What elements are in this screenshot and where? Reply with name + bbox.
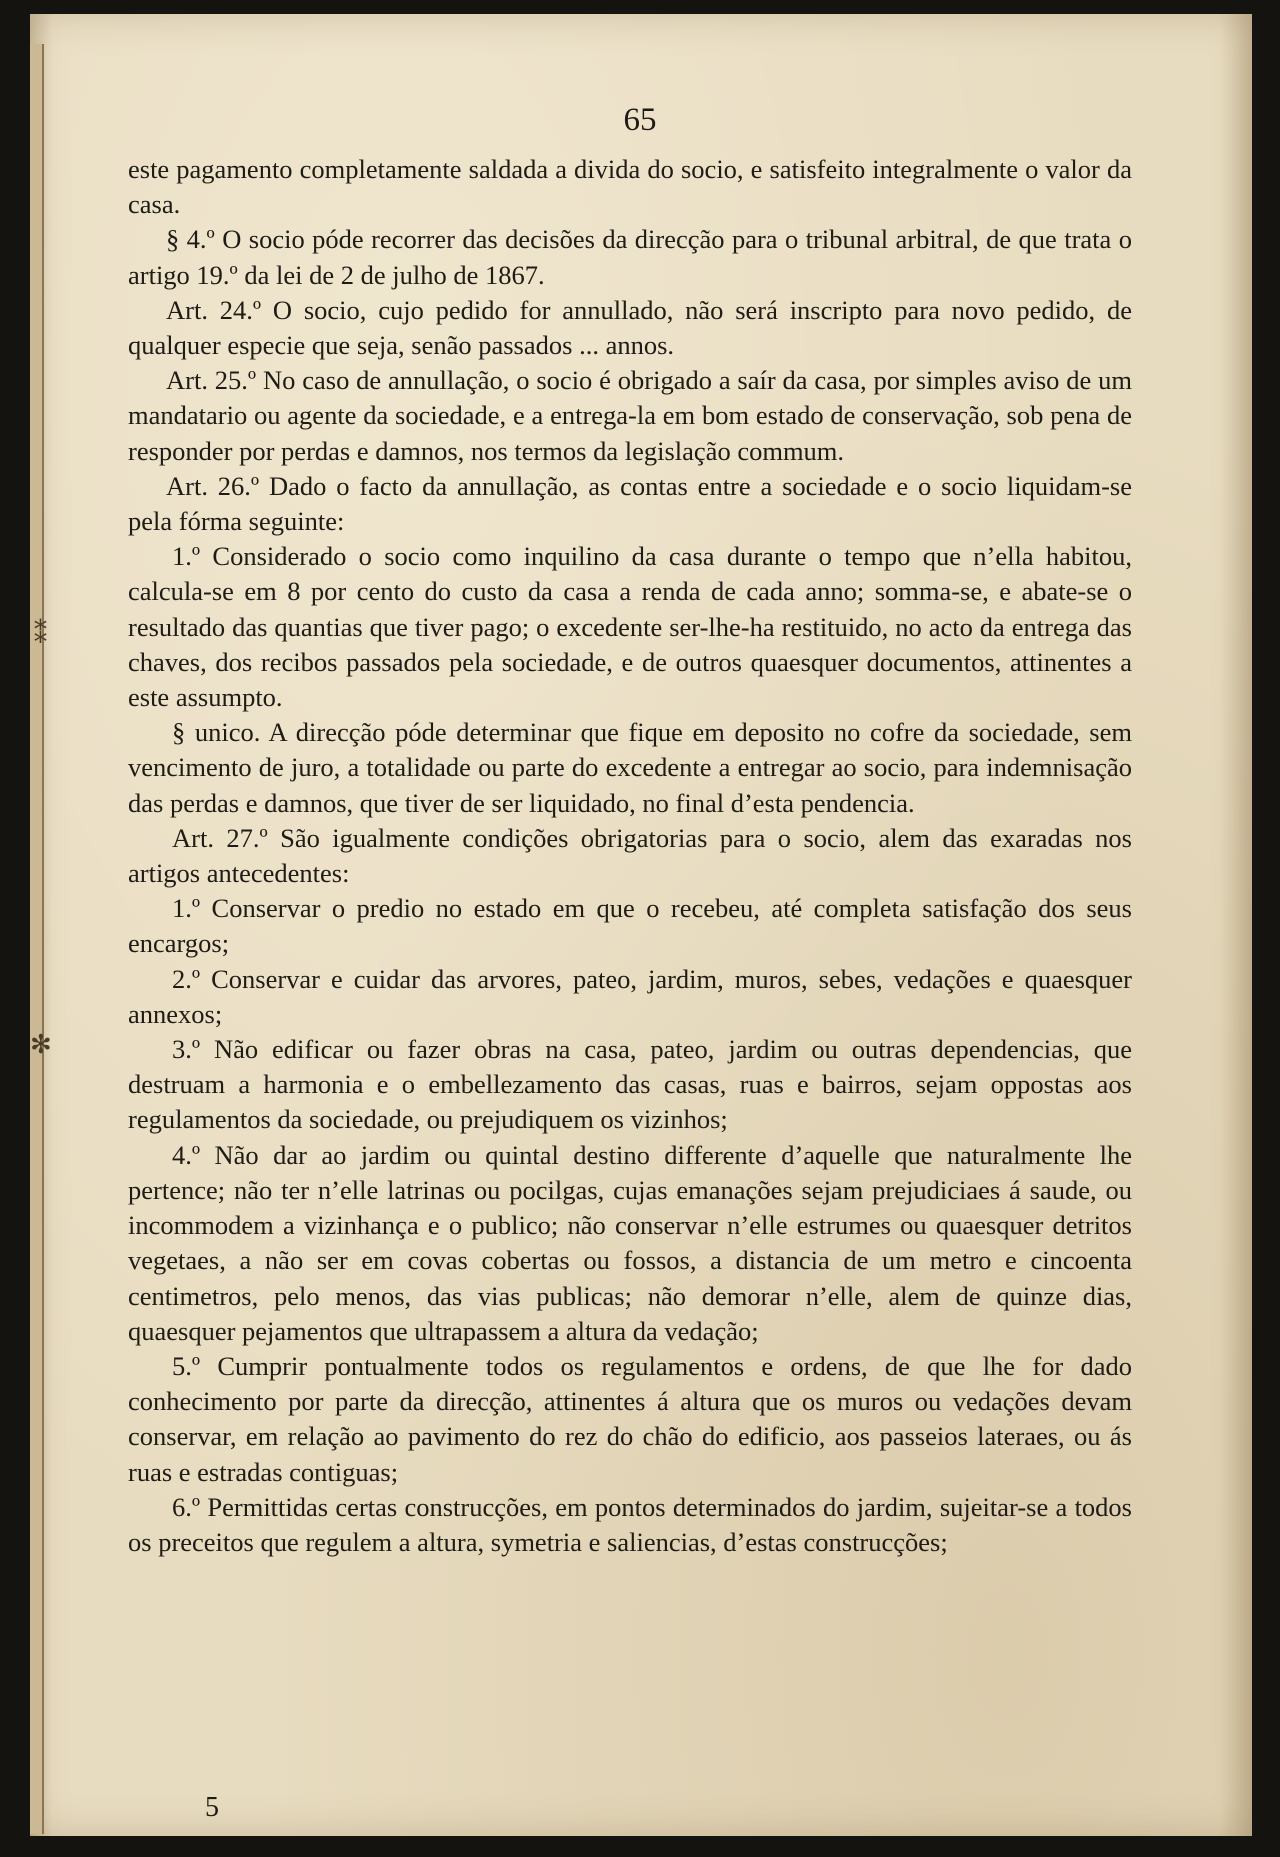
paragraph: 2.º Conservar e cuidar das arvores, pateo, jardim, muros, sebes, vedações e quaesquer annexos; [128, 963, 1132, 1029]
page-gutter [30, 44, 44, 1834]
page-number: 65 [623, 102, 657, 138]
paragraph: 4.º Não dar ao jardim ou quintal destino differente d’aquelle que naturalmente lhe pertence; não ter n’elle latrinas ou pocilgas, cujas emanações sejam prejudiciaes á saude, ou incommodem a vizinhança e o publico; não conservar n’elle estrumes ou quaesquer detritos vegetaes, a não ser em covas cobertas ou fossos, a distancia de um metro e cincoenta centimetros, pelo menos, das vias publicas; não demorar n’elle, alem de quinze dias, quaesquer pejamentos que ultrapassem a altura da vedação; [128, 1139, 1132, 1346]
paragraph: Art. 26.º Dado o facto da annullação, as contas entre a sociedade e o socio liquidam-se pela fórma seguinte: [128, 470, 1132, 537]
margin-mark-icon: ⁑ [34, 620, 47, 650]
paragraph: este pagamento completamente saldada a divida do socio, e satisfeito integralmente o valor da casa. [128, 154, 1132, 220]
paragraph: 6.º Permittidas certas construcções, em pontos determinados do jardim, sujeitar-se a todos os preceitos que regulem a altura, symetria e saliencias, d’estas construcções; [128, 1491, 1132, 1557]
paragraph: § unico. A direcção póde determinar que fique em deposito no cofre da sociedade, sem vencimento de juro, a totalidade ou parte do excedente a entregar ao socio, para indemnisação das perdas e damnos, que tiver de ser liquidado, no final d’esta pendencia. [128, 717, 1132, 818]
paragraph: 3.º Não edificar ou fazer obras na casa, pateo, jardim ou outras dependencias, que destruam a harmonia e o embellezamento das casas, ruas e bairros, sejam oppostas aos regulamentos da sociedade, ou prejudiquem os vizinhos; [128, 1034, 1132, 1135]
paragraph: 1.º Considerado o socio como inquilino da casa durante o tempo que n’ella habitou, calcula-se em 8 por cento do custo da casa a renda de cada anno; somma-se, e abate-se o resultado das quantias que tiver pago; o excedente ser-lhe-ha restituido, no acto da entrega das chaves, dos recibos passados pela sociedade, e de outros quaesquer documentos, attinentes a este assumpto. [128, 541, 1132, 713]
paragraph: § 4.º O socio póde recorrer das decisões da direcção para o tribunal arbitral, de que trata o artigo 19.º da lei de 2 de julho de 1867. [128, 224, 1132, 290]
paragraph: Art. 25.º No caso de annullação, o socio é obrigado a saír da casa, por simples aviso de um mandatario ou agente da sociedade, e a entrega-la em bom estado de conservação, sob pena de responder por perdas e damnos, nos termos da legislação commum. [128, 365, 1132, 466]
body-text [128, 152, 1132, 1560]
signature-mark: 5 [205, 1792, 219, 1823]
paragraph: Art. 24.º O socio, cujo pedido for annullado, não será inscripto para novo pedido, de qualquer especie que seja, senão passados ... annos. [128, 294, 1132, 361]
paragraph: Art. 27.º São igualmente condições obrigatorias para o socio, alem das exaradas nos artigos antecedentes: [128, 822, 1132, 889]
margin-mark-icon: ✻ [30, 1030, 52, 1060]
paragraph: 5.º Cumprir pontualmente todos os regulamentos e ordens, de que lhe for dado conhecimento por parte da direcção, attinentes á altura que os muros ou vedações devam conservar, em relação ao pavimento do rez do chão do edificio, aos passeios lateraes, ou ás ruas e estradas contiguas; [128, 1350, 1132, 1487]
paragraph: 1.º Conservar o predio no estado em que o recebeu, até completa satisfação dos seus encargos; [128, 893, 1132, 959]
